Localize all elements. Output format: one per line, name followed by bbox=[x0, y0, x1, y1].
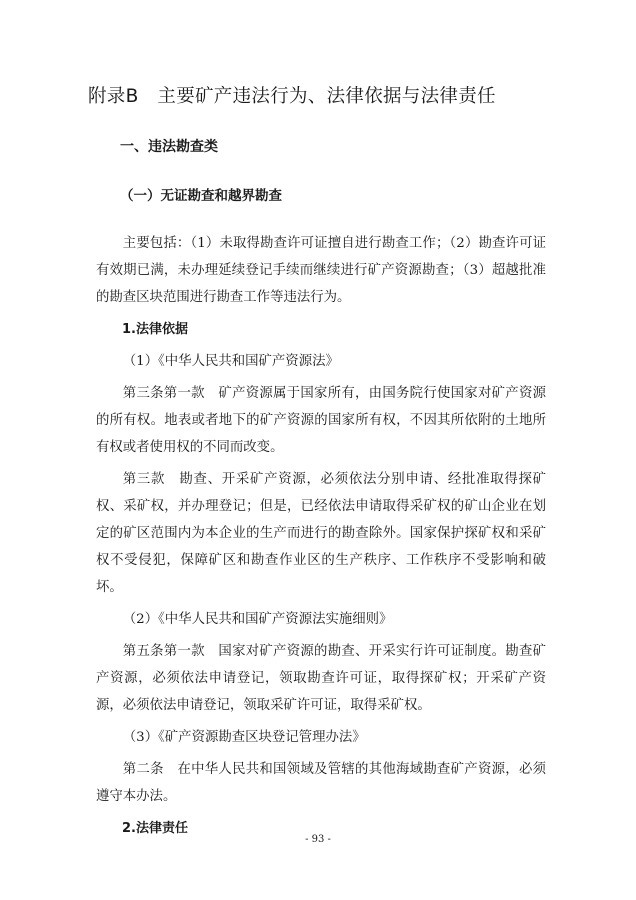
body-text bbox=[96, 230, 546, 842]
article-paragraph: 第三条第一款 矿产资源属于国家所有，由国务院行使国家对矿产资源的所有权。地表或者地下的矿产资源的国家所有权，不因其所依附的土地所有权或者使用权的不同而改变。 bbox=[96, 386, 546, 455]
page-number: - 93 - bbox=[305, 834, 331, 845]
article-paragraph: 第五条第一款 国家对矿产资源的勘查、开采实行许可证制度。勘查矿产资源，必须依法申请登记，领取勘查许可证，取得探矿权；开采矿产资源，必须依法申请登记，领取采矿许可证，取得采矿权。 bbox=[96, 644, 546, 713]
legal-liability-heading: 2.法律责任 bbox=[122, 821, 188, 836]
article-paragraph: 第三款 勘查、开采矿产资源，必须依法分别申请、经批准取得探矿权、采矿权，并办理登记；但是，已经依法申请取得采矿权的矿山企业在划定的矿区范围内为本企业的生产而进行的勘查除外。国家保护探矿权和采矿权不受侵犯，保障矿区和勘查作业区的生产秩序、工作秩序不受影响和破坏。 bbox=[96, 472, 546, 595]
law-title: （1）《中华人民共和国矿产资源法》 bbox=[122, 354, 339, 369]
subsection-heading: （一）无证勘查和越界勘查 bbox=[120, 188, 282, 204]
appendix-title: 附录B 主要矿产违法行为、法律依据与法律责任 bbox=[88, 86, 496, 107]
intro-paragraph: 主要包括：（1）未取得勘查许可证擅自进行勘查工作；（2）勘查许可证有效期已满，未办理延续登记手续而继续进行矿产资源勘查；（3）超越批准的勘查区块范围进行勘查工作等违法行为。 bbox=[96, 236, 546, 305]
law-title: （3）《矿产资源勘查区块登记管理办法》 bbox=[122, 730, 366, 745]
law-title: （2）《中华人民共和国矿产资源法实施细则》 bbox=[122, 612, 393, 627]
section-heading: 一、违法勘查类 bbox=[120, 139, 218, 155]
article-paragraph: 第二条 在中华人民共和国领域及管辖的其他海域勘查矿产资源，必须遵守本办法。 bbox=[96, 762, 546, 804]
legal-basis-heading: 1.法律依据 bbox=[122, 322, 188, 337]
